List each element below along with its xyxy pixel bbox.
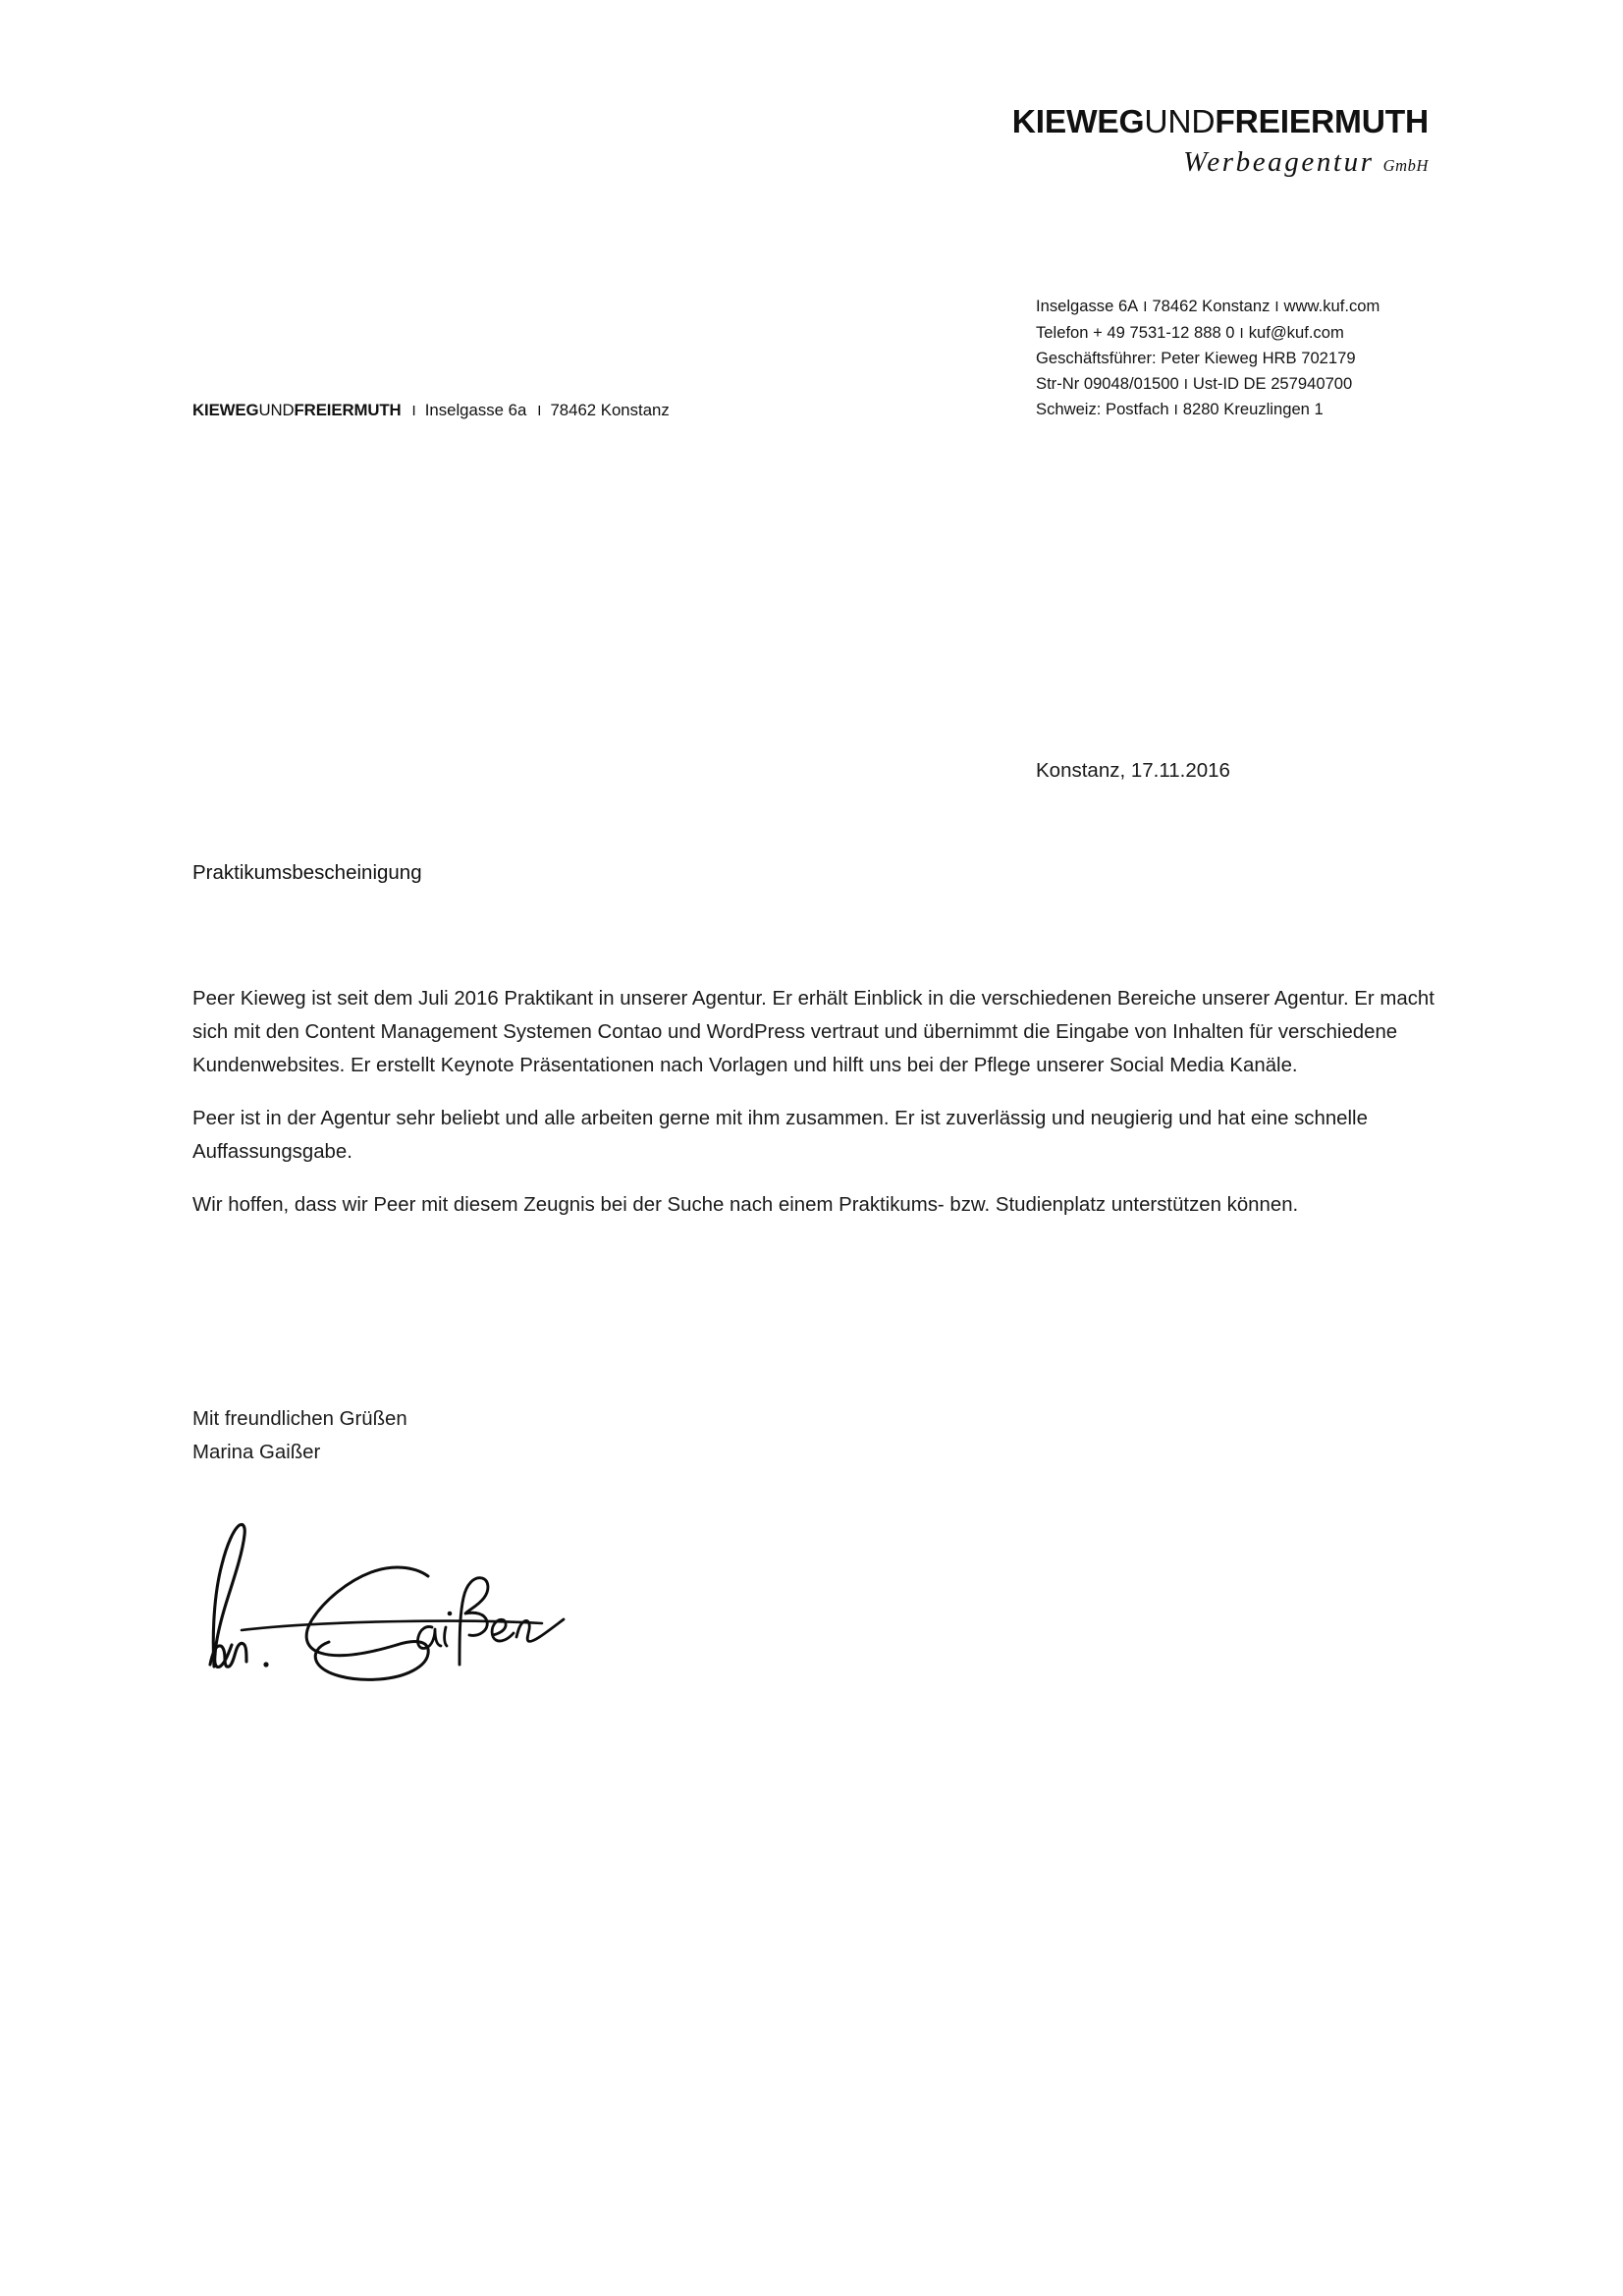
body-paragraph: Peer ist in der Agentur sehr beliebt und alle arbeiten gerne mit ihm zusammen. Er ist zuverlässig und neugierig und hat eine schnelle Auffassungsgabe. bbox=[192, 1108, 1368, 1163]
contact-details bbox=[1036, 294, 1380, 423]
logo-part-freiermuth: FREIERMUTH bbox=[1215, 104, 1429, 140]
sender-logo-part-und: UND bbox=[258, 401, 295, 419]
separator-bar: I bbox=[537, 403, 542, 419]
contact-line-tax bbox=[1036, 371, 1380, 398]
contact-line-address bbox=[1036, 294, 1380, 320]
body-paragraph: Wir hoffen, dass wir Peer mit diesem Zeugnis bei der Suche nach einem Praktikums- bzw. Studienplatz unterstützen können. bbox=[192, 1194, 1299, 1216]
logo-tagline: Werbeagentur bbox=[1183, 145, 1375, 178]
separator-bar: I bbox=[1143, 299, 1148, 315]
contact-swiss-city: 8280 Kreuzlingen 1 bbox=[1182, 400, 1324, 418]
subject-heading: Praktikumsbescheinigung bbox=[192, 861, 422, 884]
separator-bar: I bbox=[1274, 299, 1279, 315]
signature-image bbox=[175, 1517, 587, 1684]
logo-legal-form: GmbH bbox=[1382, 155, 1429, 175]
contact-tax-number: Str-Nr 09048/01500 bbox=[1036, 373, 1179, 393]
contact-phone: Telefon + 49 7531-12 888 0 bbox=[1036, 322, 1235, 342]
closing-block bbox=[192, 1402, 407, 1469]
sender-address-line bbox=[192, 400, 670, 422]
body-paragraph: Peer Kieweg ist seit dem Juli 2016 Praktikant in unserer Agentur. Er erhält Einblick in die verschiedenen Bereiche unserer Agentur. Er macht sich mit den Content Management Systemen Contao und WordPress vertraut und übernimmt die Eingabe von Inhalten für verschiedene Kundenwebsites. Er erstellt Keynote Präsentationen nach Vorlagen und hilft uns bei der Pflege unserer Social Media Kanäle. bbox=[192, 988, 1434, 1076]
sender-street: Inselgasse 6a bbox=[424, 401, 527, 419]
signer-name: Marina Gaißer bbox=[192, 1442, 321, 1463]
sender-city: 78462 Konstanz bbox=[550, 401, 670, 419]
separator-bar: I bbox=[411, 403, 416, 419]
logo-part-kieweg: KIEWEG bbox=[1011, 104, 1145, 140]
contact-email[interactable]: kuf@kuf.com bbox=[1248, 322, 1344, 342]
sender-logo-part-freiermuth: FREIERMUTH bbox=[294, 401, 402, 419]
contact-managing-director: Geschäftsführer: Peter Kieweg HRB 702179 bbox=[1036, 349, 1356, 367]
logo-wordmark bbox=[967, 106, 1429, 139]
contact-street: Inselgasse 6A bbox=[1036, 297, 1139, 315]
contact-city: 78462 Konstanz bbox=[1152, 297, 1271, 315]
contact-line-switzerland bbox=[1036, 397, 1380, 423]
sender-logo-part-kieweg: KIEWEG bbox=[192, 401, 259, 419]
separator-bar: I bbox=[1239, 324, 1244, 342]
contact-line-management bbox=[1036, 346, 1380, 371]
contact-website[interactable]: www.kuf.com bbox=[1283, 297, 1380, 315]
separator-bar: I bbox=[1183, 375, 1188, 393]
logo-tagline-row bbox=[967, 145, 1429, 178]
date-line: Konstanz, 17.11.2016 bbox=[1036, 759, 1230, 782]
separator-bar: I bbox=[1173, 402, 1178, 418]
letter-body bbox=[192, 982, 1454, 1222]
contact-vat-id: Ust-ID DE 257940700 bbox=[1192, 373, 1353, 393]
closing-salutation: Mit freundlichen Grüßen bbox=[192, 1408, 407, 1430]
company-logo bbox=[967, 106, 1429, 177]
logo-part-und: UND bbox=[1144, 104, 1216, 140]
contact-swiss-postbox: Schweiz: Postfach bbox=[1036, 400, 1169, 418]
sender-logo bbox=[192, 401, 402, 419]
contact-line-phone bbox=[1036, 320, 1380, 347]
